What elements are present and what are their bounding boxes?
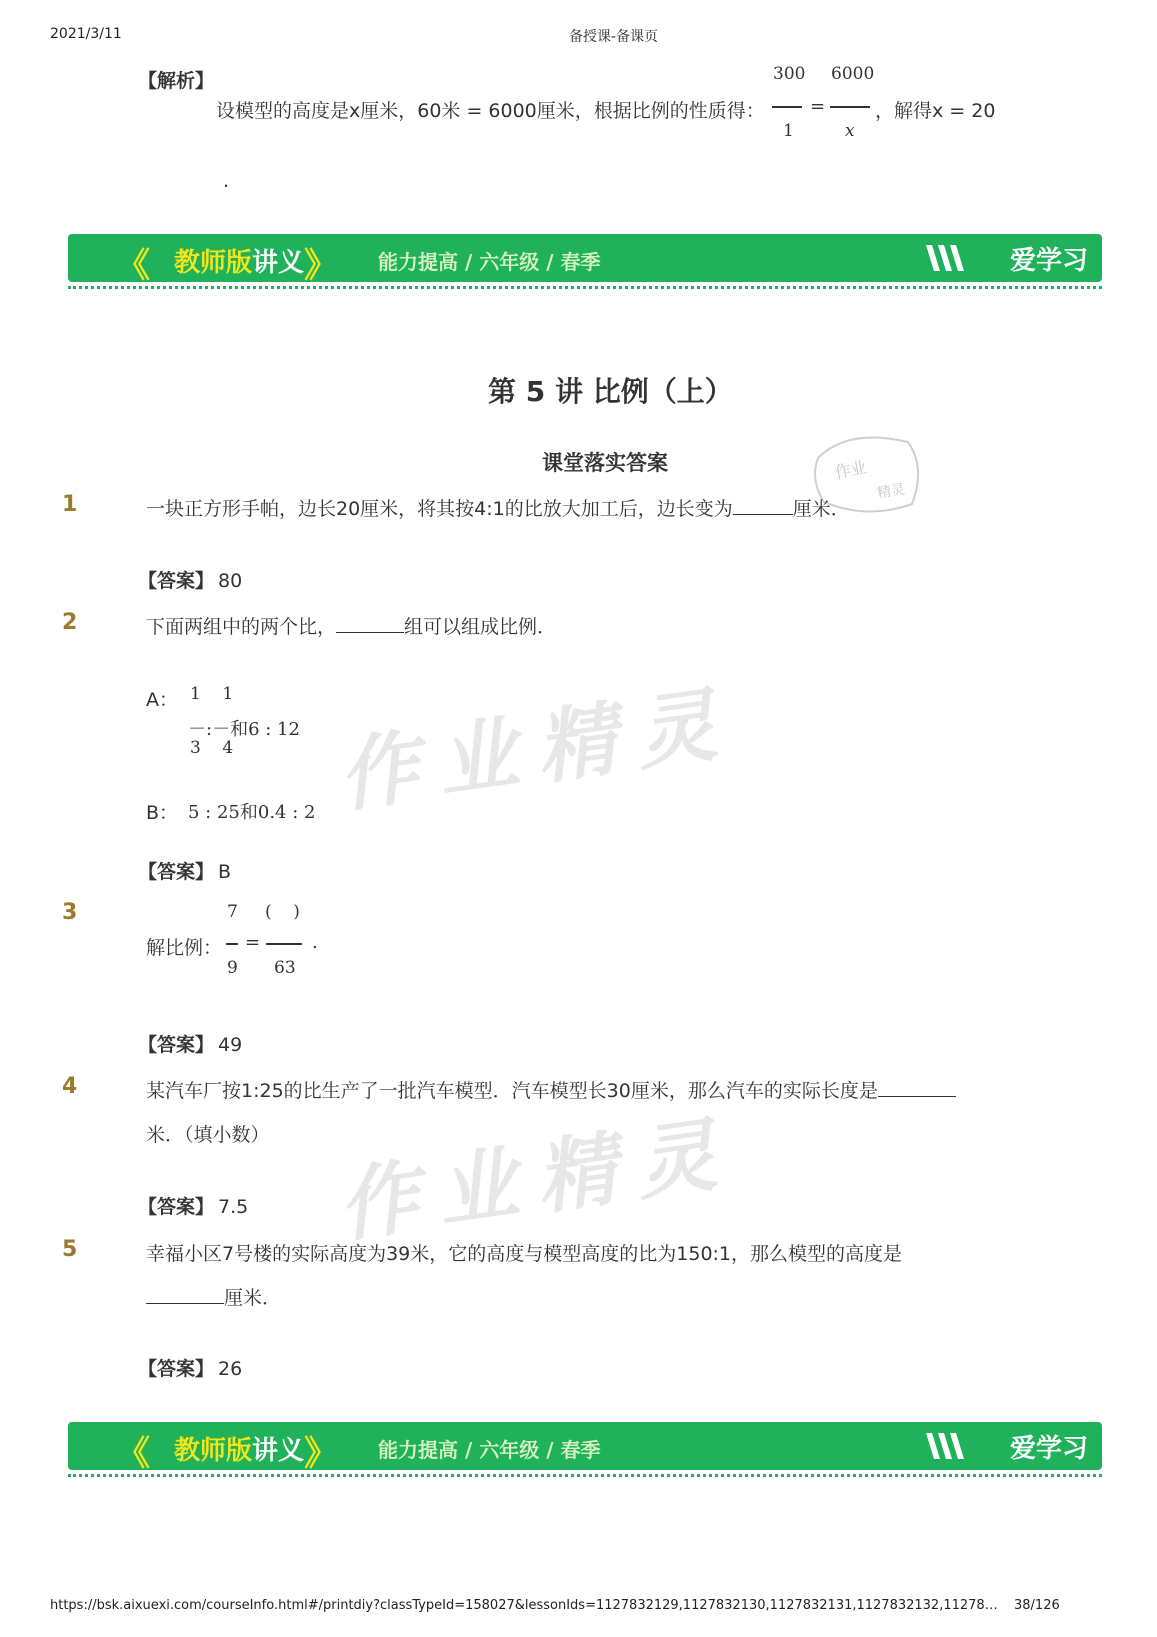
- question-number: 5: [62, 1237, 78, 1262]
- analysis-trailing-dot: .: [223, 170, 230, 192]
- question-text-line2: 米．（填小数）: [146, 1124, 270, 1146]
- analysis-frac2-line: [830, 106, 870, 108]
- question-text: 某汽车厂按1:25的比生产了一批汽车模型．汽车模型长30厘米，那么汽车的实际长度是: [146, 1076, 956, 1103]
- answer-blank: [733, 514, 793, 515]
- print-title: 备授课-备课页: [569, 29, 659, 45]
- option-a-expression: －:－和6 : 12: [188, 719, 300, 740]
- page-number: 38/126: [1014, 1598, 1060, 1613]
- question-text: 解比例：: [146, 937, 223, 959]
- q3-frac1-num: 7: [227, 902, 238, 922]
- chevron-left-icon: 《: [116, 246, 150, 282]
- answer-row: 【答案】 80: [138, 570, 243, 592]
- question-number: 3: [62, 900, 78, 925]
- lecture-banner-bottom: [68, 1422, 1102, 1470]
- banner-subtitle: 能力提高 / 六年级 / 春季: [378, 1438, 601, 1462]
- answer-row: 【答案】 26: [138, 1358, 243, 1380]
- banner-title: 教师版讲义: [174, 1436, 305, 1466]
- banner-dotted-rule: [68, 286, 1102, 289]
- banner-logo-text: 爱学习: [1009, 246, 1088, 276]
- q3-frac1-den: 9: [227, 958, 238, 978]
- answer-row: 【答案】 B: [138, 861, 232, 883]
- analysis-result: ，解得x = 20: [875, 100, 996, 122]
- option-a-denominators: 3 4: [190, 738, 234, 758]
- answer-blank: [878, 1096, 956, 1097]
- analysis-frac1-line: [772, 106, 802, 108]
- q3-frac2-den: 63: [274, 958, 296, 978]
- analysis-frac1-num: 300: [773, 64, 806, 84]
- q3-frac2-line: [266, 943, 302, 945]
- print-date: 2021/3/11: [50, 26, 122, 42]
- question-number: 2: [62, 610, 78, 635]
- analysis-frac2-den: x: [845, 121, 855, 141]
- chevron-left-icon: 《: [116, 1434, 150, 1470]
- analysis-text: 设模型的高度是x厘米，60米 = 6000厘米，根据比例的性质得：: [216, 100, 765, 122]
- analysis-frac1-den: 1: [783, 121, 794, 141]
- banner-dotted-rule: [68, 1474, 1102, 1477]
- question-text-line2: 厘米．: [146, 1283, 281, 1310]
- aixuexi-logo-icon: [924, 1429, 970, 1463]
- question-text: 一块正方形手帕，边长20厘米，将其按4:1的比放大加工后，边长变为 厘米．: [146, 498, 850, 520]
- q3-frac2-num: ( ): [265, 902, 300, 922]
- banner-logo-text: 爱学习: [1009, 1434, 1088, 1464]
- chevron-right-icon: 》: [304, 1434, 338, 1470]
- option-b-text: 5 : 25和0.4 : 2: [188, 802, 316, 823]
- question-number: 4: [62, 1074, 78, 1099]
- banner-subtitle: 能力提高 / 六年级 / 春季: [378, 250, 601, 274]
- analysis-label: 【解析】: [138, 70, 215, 92]
- watermark-text: 作业精灵: [332, 1105, 742, 1254]
- q3-frac1-line: [226, 943, 238, 945]
- answer-blank: [336, 632, 404, 633]
- answer-blank: [146, 1303, 224, 1304]
- svg-text:精灵: 精灵: [875, 481, 907, 502]
- watermark-text: 作业精灵: [332, 675, 742, 824]
- chevron-right-icon: 》: [304, 246, 338, 282]
- lecture-subtitle: 课堂落实答案: [542, 451, 668, 475]
- q3-end: .: [312, 932, 318, 953]
- lecture-title: 第 5 讲 比例（上）: [488, 375, 733, 408]
- svg-text:作业: 作业: [833, 457, 869, 482]
- footer-url[interactable]: https://bsk.aixuexi.com/courseInfo.html#/printdiy?classTypeId=158027&lessonIds=1127832129,1127832130,1127832131,1127832132,11278…: [50, 1598, 998, 1613]
- question-number: 1: [62, 492, 78, 517]
- option-a-label: A：: [146, 689, 178, 711]
- analysis-eq: =: [810, 96, 826, 117]
- option-b-label: B：: [146, 802, 179, 824]
- answer-row: 【答案】 49: [138, 1034, 243, 1056]
- answer-row: 【答案】 7.5: [138, 1196, 249, 1218]
- question-text: 下面两组中的两个比， 组可以组成比例．: [146, 616, 557, 638]
- analysis-frac2-num: 6000: [831, 64, 875, 84]
- aixuexi-logo-icon: [924, 241, 970, 275]
- option-a-numerators: 1 1: [190, 684, 234, 704]
- question-text: 幸福小区7号楼的实际高度为39米，它的高度与模型高度的比为150:1，那么模型的高度是: [146, 1243, 903, 1265]
- lecture-banner-top: [68, 234, 1102, 282]
- q3-eq: =: [245, 932, 261, 953]
- banner-title: 教师版讲义: [174, 248, 305, 278]
